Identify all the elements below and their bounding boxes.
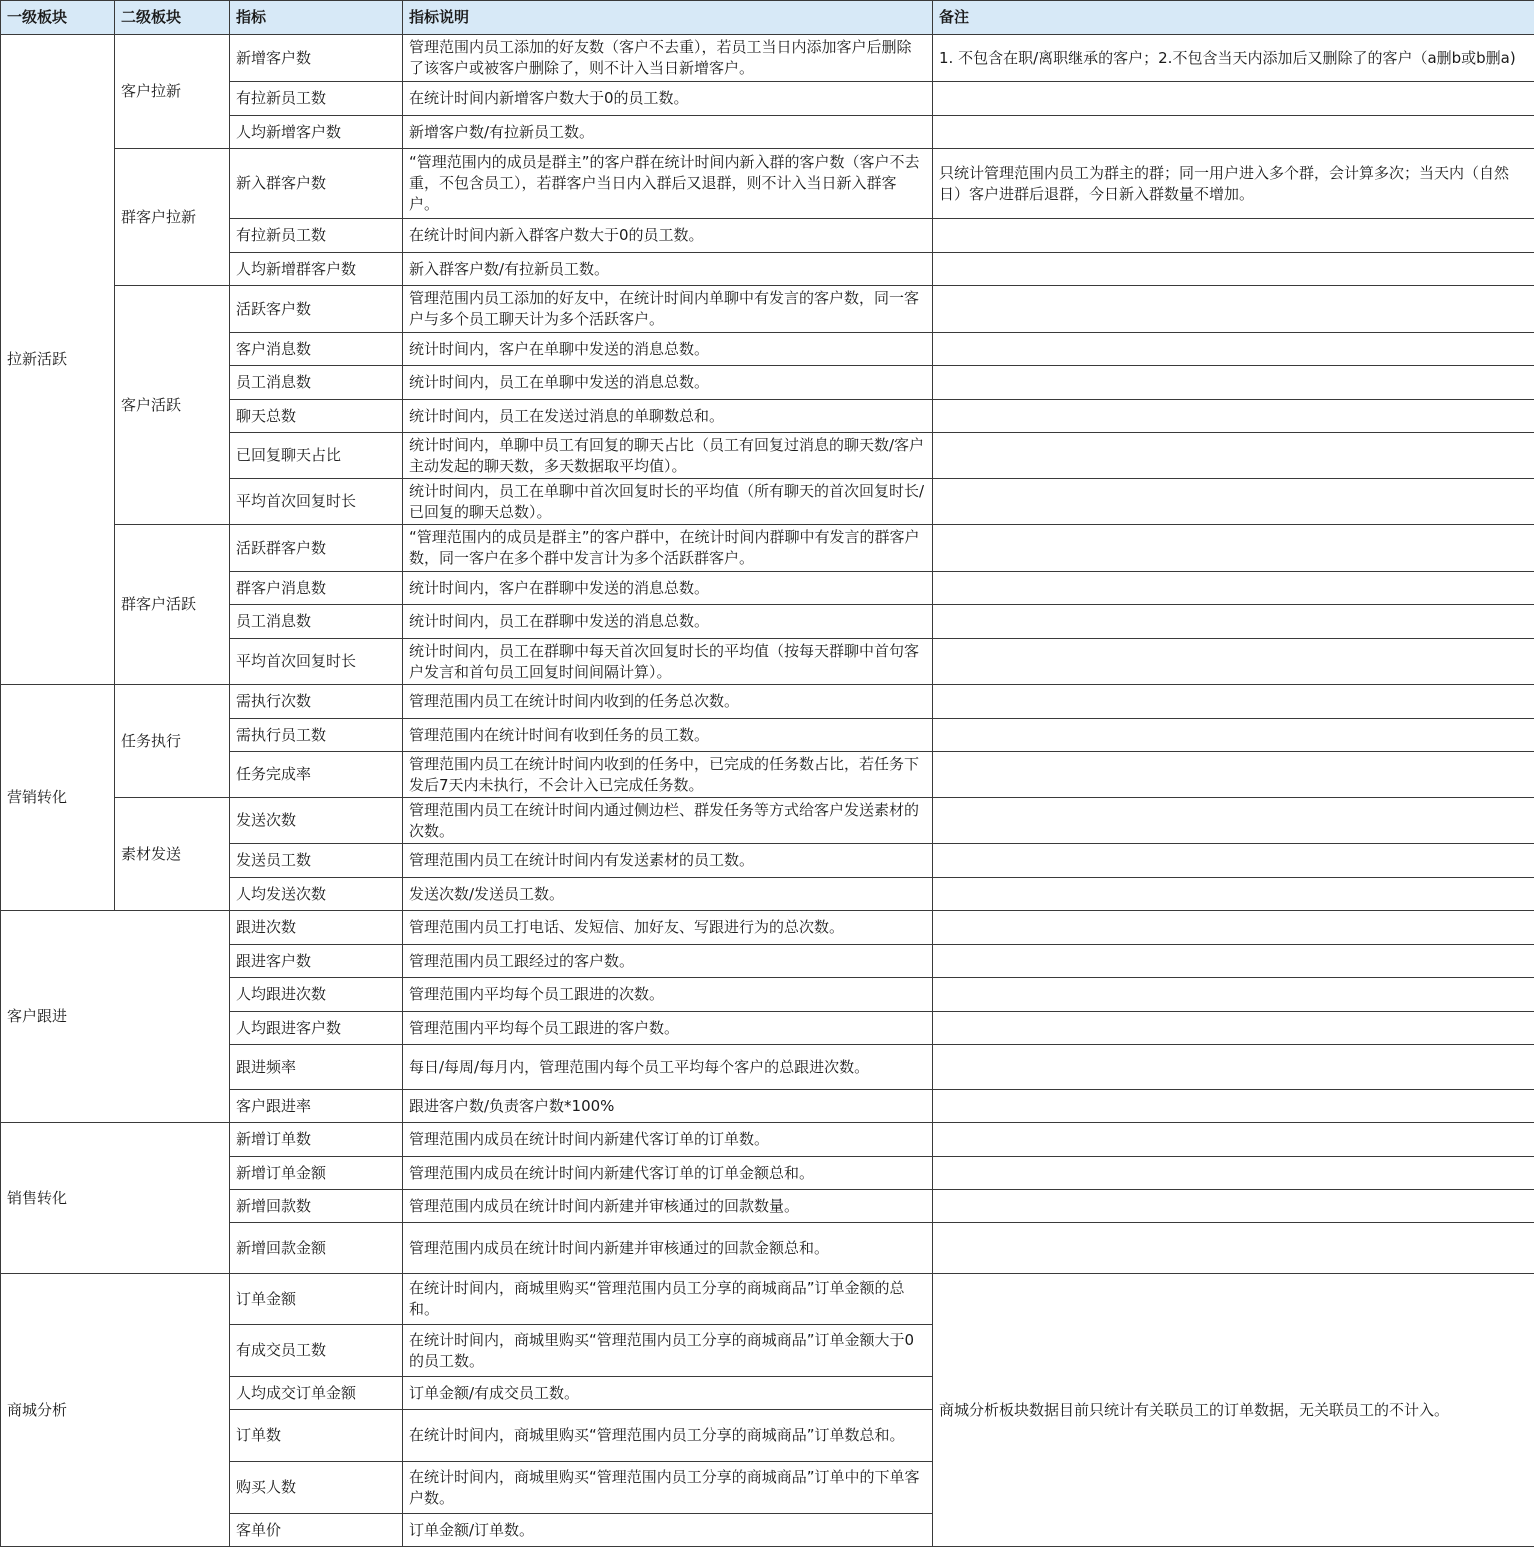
metric-description: 在统计时间内，商城里购买“管理范围内员工分享的商城商品”订单金额的总和。 <box>403 1274 933 1325</box>
metric-description: 发送次数/发送员工数。 <box>403 878 933 911</box>
level1-block: 销售转化 <box>1 1123 230 1274</box>
table-row <box>1 219 1534 253</box>
table-row <box>1 286 1534 333</box>
metric-description: 管理范围内成员在统计时间内新建并审核通过的回款金额总和。 <box>403 1223 933 1274</box>
metric-name: 员工消息数 <box>230 366 403 400</box>
note-cell <box>933 1123 1534 1157</box>
metric-name: 新增回款金额 <box>230 1223 403 1274</box>
table-row <box>1 572 1534 605</box>
table-row <box>1 798 1534 844</box>
metric-name: 平均首次回复时长 <box>230 479 403 525</box>
note-cell <box>933 844 1534 878</box>
metric-description: 管理范围内员工在统计时间内有发送素材的员工数。 <box>403 844 933 878</box>
level1-block: 拉新活跃 <box>1 35 115 685</box>
metric-name: 新增订单数 <box>230 1123 403 1157</box>
table-row <box>1 479 1534 525</box>
metric-name: 人均成交订单金额 <box>230 1377 403 1410</box>
table-row <box>1 400 1534 433</box>
header-level2: 二级板块 <box>115 1 230 35</box>
metric-description: 管理范围内员工在统计时间内收到的任务总次数。 <box>403 685 933 719</box>
metric-name: 新入群客户数 <box>230 149 403 219</box>
metric-description: 管理范围内平均每个员工跟进的次数。 <box>403 978 933 1012</box>
metric-description: 管理范围内员工在统计时间内收到的任务中，已完成的任务数占比，若任务下发后7天内未执行，不会计入已完成任务数。 <box>403 752 933 798</box>
metric-name: 订单数 <box>230 1410 403 1462</box>
table-row <box>1 978 1534 1012</box>
metric-name: 需执行员工数 <box>230 719 403 752</box>
note-cell <box>933 219 1534 253</box>
table-row <box>1 433 1534 479</box>
note-cell <box>933 878 1534 911</box>
note-cell <box>933 400 1534 433</box>
note-cell <box>933 433 1534 479</box>
note-cell <box>933 911 1534 945</box>
level2-block: 任务执行 <box>115 685 230 798</box>
metric-description: 管理范围内员工添加的好友中，在统计时间内单聊中有发言的客户数，同一客户与多个员工聊天计为多个活跃客户。 <box>403 286 933 333</box>
metric-name: 人均发送次数 <box>230 878 403 911</box>
note-cell <box>933 752 1534 798</box>
metric-name: 有成交员工数 <box>230 1325 403 1377</box>
metric-name: 跟进客户数 <box>230 945 403 978</box>
metric-description: 管理范围内员工在统计时间内通过侧边栏、群发任务等方式给客户发送素材的次数。 <box>403 798 933 844</box>
level1-block: 客户跟进 <box>1 911 230 1123</box>
metric-description: 跟进客户数/负责客户数*100% <box>403 1090 933 1123</box>
metric-description: 统计时间内，员工在群聊中发送的消息总数。 <box>403 605 933 639</box>
metric-description: 管理范围内员工打电话、发短信、加好友、写跟进行为的总次数。 <box>403 911 933 945</box>
table-row <box>1 1157 1534 1190</box>
note-cell: 1. 不包含在职/离职继承的客户；2.不包含当天内添加后又删除了的客户（a删b或b删a) <box>933 35 1534 82</box>
header-description: 指标说明 <box>403 1 933 35</box>
table-row <box>1 605 1534 639</box>
metric-description: 在统计时间内新入群客户数大于0的员工数。 <box>403 219 933 253</box>
header-note: 备注 <box>933 1 1534 35</box>
metric-name: 发送员工数 <box>230 844 403 878</box>
table-row <box>1 639 1534 685</box>
note-cell <box>933 945 1534 978</box>
metric-name: 群客户消息数 <box>230 572 403 605</box>
note-cell <box>933 1190 1534 1223</box>
level1-block: 营销转化 <box>1 685 115 911</box>
note-cell <box>933 605 1534 639</box>
metric-description: 在统计时间内新增客户数大于0的员工数。 <box>403 82 933 116</box>
note-cell <box>933 253 1534 286</box>
table-row <box>1 1012 1534 1045</box>
metric-description: 在统计时间内，商城里购买“管理范围内员工分享的商城商品”订单中的下单客户数。 <box>403 1462 933 1514</box>
metric-description: 管理范围内平均每个员工跟进的客户数。 <box>403 1012 933 1045</box>
metric-description: 管理范围内成员在统计时间内新建并审核通过的回款数量。 <box>403 1190 933 1223</box>
note-cell <box>933 798 1534 844</box>
metric-description: 管理范围内员工添加的好友数（客户不去重），若员工当日内添加客户后删除了该客户或被客户删除了，则不计入当日新增客户。 <box>403 35 933 82</box>
table-row <box>1 685 1534 719</box>
metric-name: 跟进频率 <box>230 1045 403 1090</box>
table-row <box>1 1123 1534 1157</box>
header-level1: 一级板块 <box>1 1 115 35</box>
metric-name: 任务完成率 <box>230 752 403 798</box>
metric-name: 客单价 <box>230 1514 403 1547</box>
table-body <box>1 35 1534 1547</box>
note-cell <box>933 286 1534 333</box>
table-row <box>1 366 1534 400</box>
table-row <box>1 1190 1534 1223</box>
table-row <box>1 945 1534 978</box>
metric-description: 统计时间内，员工在单聊中首次回复时长的平均值（所有聊天的首次回复时长/已回复的聊天总数）。 <box>403 479 933 525</box>
level2-block: 客户活跃 <box>115 286 230 525</box>
table-row <box>1 525 1534 572</box>
metric-name: 活跃客户数 <box>230 286 403 333</box>
table-row <box>1 844 1534 878</box>
header-metric: 指标 <box>230 1 403 35</box>
table-row <box>1 253 1534 286</box>
table-row <box>1 116 1534 149</box>
metric-description: 管理范围内成员在统计时间内新建代客订单的订单金额总和。 <box>403 1157 933 1190</box>
note-cell <box>933 1157 1534 1190</box>
metric-name: 人均跟进客户数 <box>230 1012 403 1045</box>
note-cell <box>933 1045 1534 1090</box>
metric-name: 活跃群客户数 <box>230 525 403 572</box>
table-row <box>1 752 1534 798</box>
metric-name: 需执行次数 <box>230 685 403 719</box>
metric-description: 在统计时间内，商城里购买“管理范围内员工分享的商城商品”订单数总和。 <box>403 1410 933 1462</box>
note-cell <box>933 333 1534 366</box>
metric-name: 新增客户数 <box>230 35 403 82</box>
metric-description: 管理范围内员工跟经过的客户数。 <box>403 945 933 978</box>
metric-name: 人均新增群客户数 <box>230 253 403 286</box>
note-cell <box>933 685 1534 719</box>
note-cell <box>933 1223 1534 1274</box>
header-row <box>1 1 1534 35</box>
table-row <box>1 878 1534 911</box>
metric-name: 平均首次回复时长 <box>230 639 403 685</box>
table-row <box>1 35 1534 82</box>
metric-name: 聊天总数 <box>230 400 403 433</box>
metric-description: “管理范围内的成员是群主”的客户群中，在统计时间内群聊中有发言的群客户数，同一客户在多个群中发言计为多个活跃群客户。 <box>403 525 933 572</box>
metric-description: 新入群客户数/有拉新员工数。 <box>403 253 933 286</box>
level2-block: 群客户拉新 <box>115 149 230 286</box>
note-cell <box>933 639 1534 685</box>
metric-description: 统计时间内，客户在单聊中发送的消息总数。 <box>403 333 933 366</box>
metric-name: 跟进次数 <box>230 911 403 945</box>
table-row <box>1 1090 1534 1123</box>
table-row <box>1 911 1534 945</box>
note-cell <box>933 116 1534 149</box>
note-cell <box>933 82 1534 116</box>
metric-description: “管理范围内的成员是群主”的客户群在统计时间内新入群的客户数（客户不去重，不包含员工），若群客户当日内入群后又退群，则不计入当日新入群客户。 <box>403 149 933 219</box>
metric-name: 新增订单金额 <box>230 1157 403 1190</box>
metric-description: 在统计时间内，商城里购买“管理范围内员工分享的商城商品”订单金额大于0的员工数。 <box>403 1325 933 1377</box>
metric-name: 有拉新员工数 <box>230 219 403 253</box>
note-cell <box>933 572 1534 605</box>
metric-description: 每日/每周/每月内，管理范围内每个员工平均每个客户的总跟进次数。 <box>403 1045 933 1090</box>
metric-description: 统计时间内，客户在群聊中发送的消息总数。 <box>403 572 933 605</box>
metric-name: 员工消息数 <box>230 605 403 639</box>
table-row <box>1 149 1534 219</box>
metric-name: 人均跟进次数 <box>230 978 403 1012</box>
note-cell <box>933 719 1534 752</box>
metric-name: 人均新增客户数 <box>230 116 403 149</box>
level2-block: 客户拉新 <box>115 35 230 149</box>
note-cell <box>933 978 1534 1012</box>
metric-description: 订单金额/订单数。 <box>403 1514 933 1547</box>
note-cell <box>933 525 1534 572</box>
metric-description: 订单金额/有成交员工数。 <box>403 1377 933 1410</box>
note-cell <box>933 1012 1534 1045</box>
metric-name: 客户跟进率 <box>230 1090 403 1123</box>
metric-name: 有拉新员工数 <box>230 82 403 116</box>
metric-description: 统计时间内，员工在单聊中发送的消息总数。 <box>403 366 933 400</box>
metric-name: 订单金额 <box>230 1274 403 1325</box>
table-row <box>1 1274 1534 1325</box>
metric-description: 统计时间内，员工在群聊中每天首次回复时长的平均值（按每天群聊中首句客户发言和首句员工回复时间间隔计算）。 <box>403 639 933 685</box>
note-cell: 只统计管理范围内员工为群主的群；同一用户进入多个群，会计算多次；当天内（自然日）客户进群后退群，今日新入群数量不增加。 <box>933 149 1534 219</box>
metric-description: 管理范围内成员在统计时间内新建代客订单的订单数。 <box>403 1123 933 1157</box>
note-cell <box>933 366 1534 400</box>
note-cell <box>933 1090 1534 1123</box>
metric-name: 已回复聊天占比 <box>230 433 403 479</box>
table-row <box>1 333 1534 366</box>
metric-description: 统计时间内，单聊中员工有回复的聊天占比（员工有回复过消息的聊天数/客户主动发起的聊天数，多天数据取平均值）。 <box>403 433 933 479</box>
metric-description: 新增客户数/有拉新员工数。 <box>403 116 933 149</box>
note-cell <box>933 479 1534 525</box>
metric-description: 管理范围内在统计时间有收到任务的员工数。 <box>403 719 933 752</box>
table-row <box>1 1045 1534 1090</box>
level2-block: 素材发送 <box>115 798 230 911</box>
metric-name: 发送次数 <box>230 798 403 844</box>
table-row <box>1 719 1534 752</box>
table-row <box>1 82 1534 116</box>
note-cell: 商城分析板块数据目前只统计有关联员工的订单数据，无关联员工的不计入。 <box>933 1274 1534 1547</box>
level2-block: 群客户活跃 <box>115 525 230 685</box>
level1-block: 商城分析 <box>1 1274 230 1547</box>
metric-name: 客户消息数 <box>230 333 403 366</box>
metric-name: 购买人数 <box>230 1462 403 1514</box>
metric-description: 统计时间内，员工在发送过消息的单聊数总和。 <box>403 400 933 433</box>
metric-name: 新增回款数 <box>230 1190 403 1223</box>
table-row <box>1 1223 1534 1274</box>
